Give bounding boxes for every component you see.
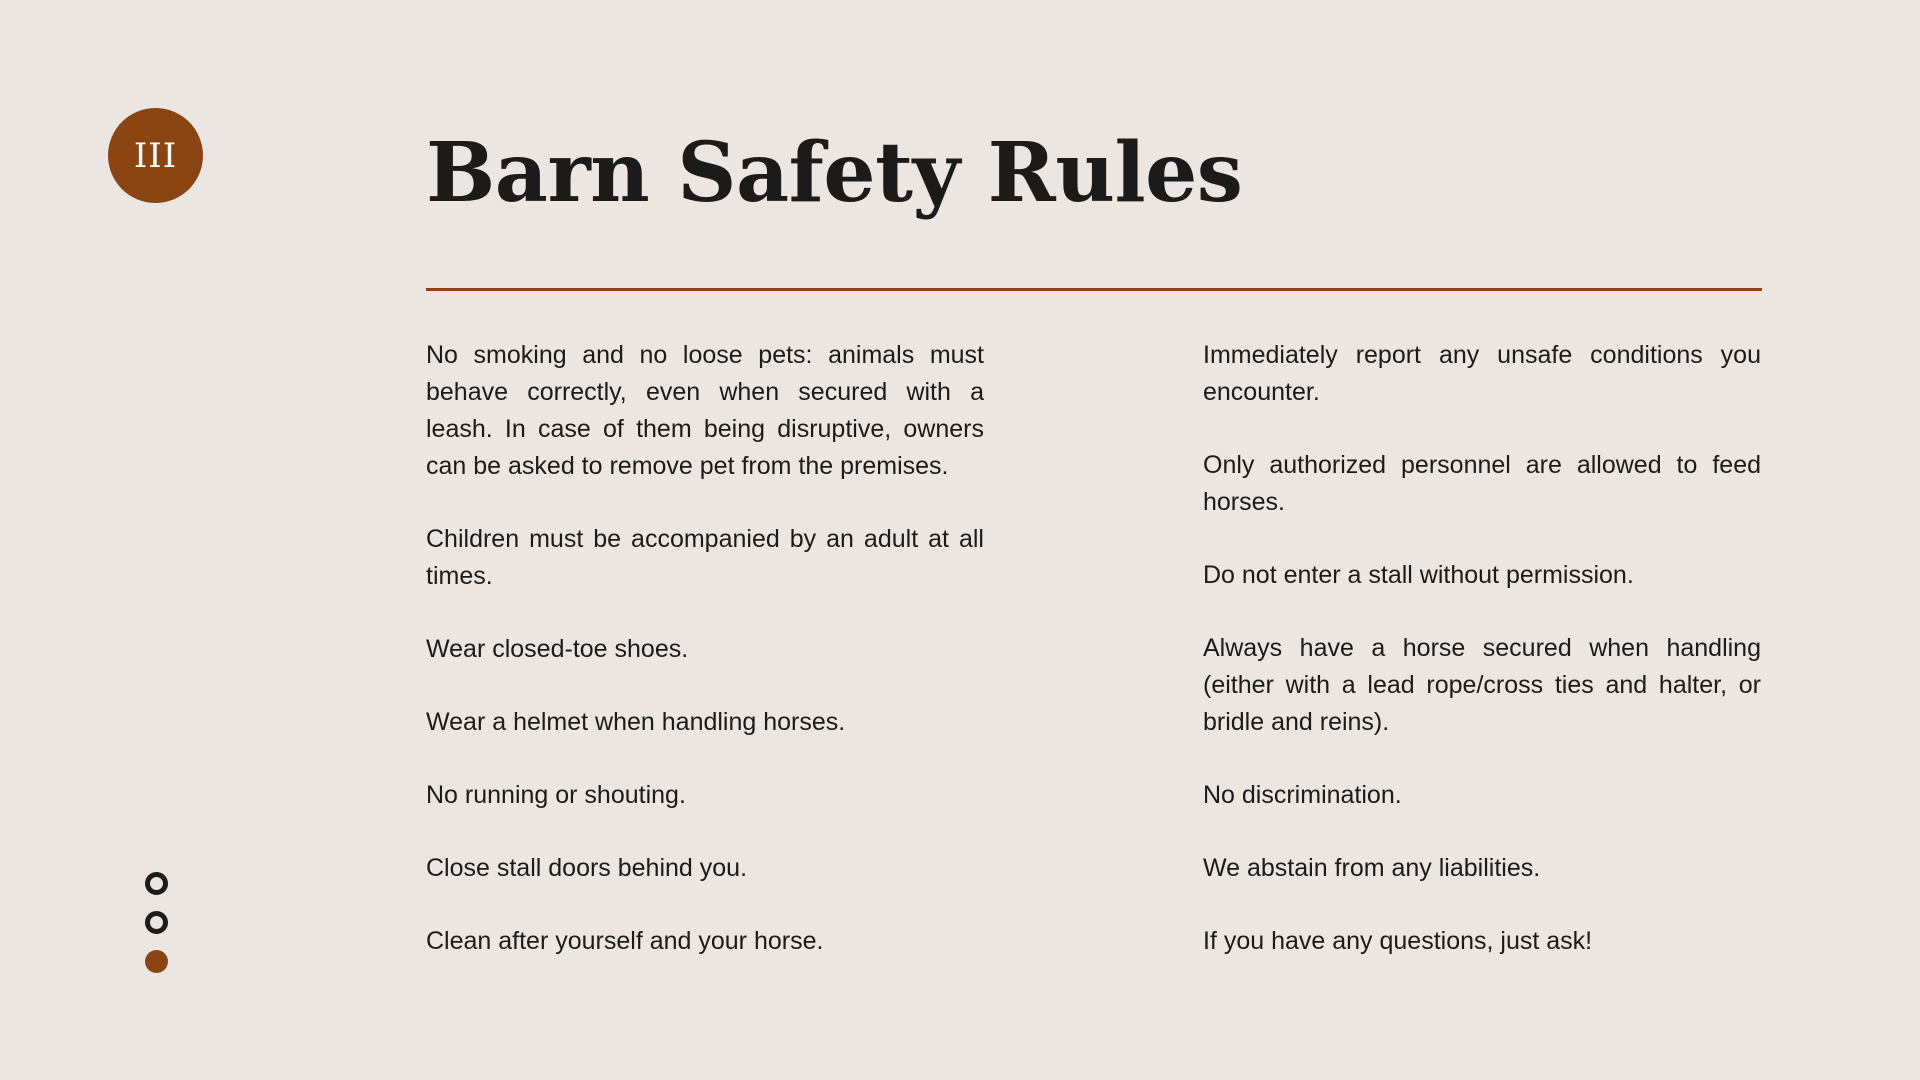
- rule-item: Do not enter a stall without permission.: [1203, 561, 1634, 589]
- page-title: Barn Safety Rules: [426, 125, 1243, 221]
- page-dot-1[interactable]: [145, 872, 168, 895]
- page-indicator: [144, 872, 168, 989]
- rule-item: No discrimination.: [1203, 781, 1402, 809]
- page-dot-3-active[interactable]: [145, 950, 168, 973]
- section-number: III: [133, 135, 178, 176]
- rules-column-right: [1203, 337, 1761, 996]
- rule-item: We abstain from any liabilities.: [1203, 854, 1541, 882]
- rule-item: Wear a helmet when handling horses.: [426, 708, 846, 736]
- rules-column-left: [426, 337, 984, 996]
- rule-item: Wear closed-toe shoes.: [426, 635, 689, 663]
- rule-item: If you have any questions, just ask!: [1203, 927, 1593, 955]
- rule-item: No running or shouting.: [426, 781, 686, 809]
- rule-item: Immediately report any unsafe conditions you encounter.: [1203, 341, 1761, 406]
- rule-item: Clean after yourself and your horse.: [426, 927, 824, 955]
- title-divider: [426, 288, 1762, 291]
- section-number-badge: [108, 108, 203, 203]
- rule-item: Always have a horse secured when handling (either with a lead rope/cross ties and halter, or bridle and reins).: [1203, 634, 1761, 736]
- rule-item: Close stall doors behind you.: [426, 854, 748, 882]
- rule-item: No smoking and no loose pets: animals must behave correctly, even when secured with a leash. In case of them being disruptive, owners can be asked to remove pet from the premises.: [426, 341, 984, 480]
- rule-item: Only authorized personnel are allowed to feed horses.: [1203, 451, 1761, 516]
- page-dot-2[interactable]: [145, 911, 168, 934]
- rule-item: Children must be accompanied by an adult at all times.: [426, 525, 984, 590]
